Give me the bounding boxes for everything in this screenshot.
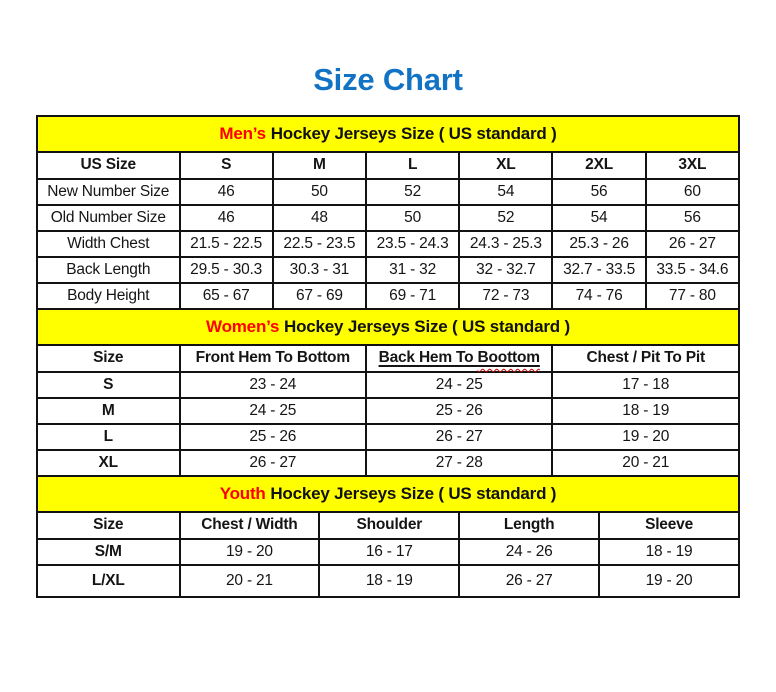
cell: 50	[273, 179, 366, 205]
mens-col-3xl: 3XL	[646, 152, 739, 179]
cell: 27 - 28	[366, 450, 552, 476]
cell: 18 - 19	[319, 565, 459, 597]
womens-row-m	[37, 398, 739, 424]
row-label: Old Number Size	[37, 205, 180, 231]
cell: 23.5 - 24.3	[366, 231, 459, 257]
cell: 54	[459, 179, 552, 205]
mens-column-header-row	[37, 152, 739, 179]
youth-section-highlight: Youth	[219, 483, 266, 503]
mens-col-s: S	[180, 152, 273, 179]
row-label: L	[37, 424, 180, 450]
mens-section-title: Hockey Jerseys Size ( US standard )	[270, 123, 557, 143]
womens-row-s	[37, 372, 739, 398]
cell: 50	[366, 205, 459, 231]
cell: 54	[552, 205, 645, 231]
page-title: Size Chart	[313, 62, 463, 97]
youth-col-chest-width: Chest / Width	[180, 512, 320, 539]
cell: 24 - 25	[180, 398, 366, 424]
cell: 29.5 - 30.3	[180, 257, 273, 283]
cell: 25.3 - 26	[552, 231, 645, 257]
cell: 60	[646, 179, 739, 205]
cell: 25 - 26	[180, 424, 366, 450]
youth-column-header-row	[37, 512, 739, 539]
womens-row-xl	[37, 450, 739, 476]
youth-col-shoulder: Shoulder	[319, 512, 459, 539]
cell: 19 - 20	[552, 424, 739, 450]
youth-col-sleeve: Sleeve	[599, 512, 739, 539]
cell: 52	[366, 179, 459, 205]
womens-col-front-hem: Front Hem To Bottom	[180, 345, 366, 372]
cell: 24 - 26	[459, 539, 599, 565]
womens-col-size: Size	[37, 345, 180, 372]
womens-section-title: Hockey Jerseys Size ( US standard )	[284, 316, 570, 336]
mens-size-table	[36, 115, 740, 310]
mens-row-new-number-size	[37, 179, 739, 205]
womens-row-l	[37, 424, 739, 450]
back-hem-prefix: Back Hem To	[378, 349, 478, 367]
cell: 19 - 20	[180, 539, 320, 565]
back-hem-typo-squiggle: Boottom	[477, 349, 540, 367]
cell: 32 - 32.7	[459, 257, 552, 283]
cell: 46	[180, 179, 273, 205]
youth-section-title: Hockey Jerseys Size ( US standard )	[270, 483, 557, 503]
cell: 18 - 19	[552, 398, 739, 424]
row-label: S/M	[37, 539, 180, 565]
row-label: Back Length	[37, 257, 180, 283]
mens-row-back-length	[37, 257, 739, 283]
row-label: XL	[37, 450, 180, 476]
cell: 19 - 20	[599, 565, 739, 597]
youth-size-table	[36, 475, 740, 598]
cell: 74 - 76	[552, 283, 645, 309]
youth-row-sm	[37, 539, 739, 565]
cell: 24.3 - 25.3	[459, 231, 552, 257]
row-label: New Number Size	[37, 179, 180, 205]
cell: 65 - 67	[180, 283, 273, 309]
cell: 33.5 - 34.6	[646, 257, 739, 283]
mens-col-us-size: US Size	[37, 152, 180, 179]
womens-column-header-row	[37, 345, 739, 372]
youth-row-lxl	[37, 565, 739, 597]
mens-row-body-height	[37, 283, 739, 309]
cell: 52	[459, 205, 552, 231]
cell: 21.5 - 22.5	[180, 231, 273, 257]
mens-col-xl: XL	[459, 152, 552, 179]
mens-col-2xl: 2XL	[552, 152, 645, 179]
mens-row-old-number-size	[37, 205, 739, 231]
cell: 25 - 26	[366, 398, 552, 424]
cell: 22.5 - 23.5	[273, 231, 366, 257]
cell: 32.7 - 33.5	[552, 257, 645, 283]
mens-section-header-row	[37, 116, 739, 152]
cell: 77 - 80	[646, 283, 739, 309]
mens-section-header	[37, 116, 739, 152]
cell: 67 - 69	[273, 283, 366, 309]
cell: 30.3 - 31	[273, 257, 366, 283]
cell: 56	[646, 205, 739, 231]
womens-size-table	[36, 308, 740, 477]
cell: 17 - 18	[552, 372, 739, 398]
row-label: L/XL	[37, 565, 180, 597]
cell: 26 - 27	[366, 424, 552, 450]
youth-col-size: Size	[37, 512, 180, 539]
row-label: S	[37, 372, 180, 398]
cell: 20 - 21	[552, 450, 739, 476]
row-label: Width Chest	[37, 231, 180, 257]
womens-col-back-hem	[366, 345, 552, 372]
cell: 69 - 71	[366, 283, 459, 309]
mens-col-l: L	[366, 152, 459, 179]
size-chart-tables	[36, 115, 740, 598]
cell: 24 - 25	[366, 372, 552, 398]
row-label: Body Height	[37, 283, 180, 309]
womens-section-header	[37, 309, 739, 345]
mens-col-m: M	[273, 152, 366, 179]
cell: 18 - 19	[599, 539, 739, 565]
cell: 31 - 32	[366, 257, 459, 283]
youth-col-length: Length	[459, 512, 599, 539]
cell: 56	[552, 179, 645, 205]
womens-col-chest: Chest / Pit To Pit	[552, 345, 739, 372]
row-label: M	[37, 398, 180, 424]
cell: 16 - 17	[319, 539, 459, 565]
mens-row-width-chest	[37, 231, 739, 257]
cell: 46	[180, 205, 273, 231]
cell: 26 - 27	[459, 565, 599, 597]
cell: 26 - 27	[180, 450, 366, 476]
womens-section-header-row	[37, 309, 739, 345]
youth-section-header-row	[37, 476, 739, 512]
back-hem-underlined-text	[379, 349, 540, 366]
cell: 23 - 24	[180, 372, 366, 398]
womens-section-highlight: Women’s	[206, 316, 280, 336]
cell: 72 - 73	[459, 283, 552, 309]
cell: 26 - 27	[646, 231, 739, 257]
cell: 20 - 21	[180, 565, 320, 597]
youth-section-header	[37, 476, 739, 512]
mens-section-highlight: Men’s	[219, 123, 266, 143]
cell: 48	[273, 205, 366, 231]
